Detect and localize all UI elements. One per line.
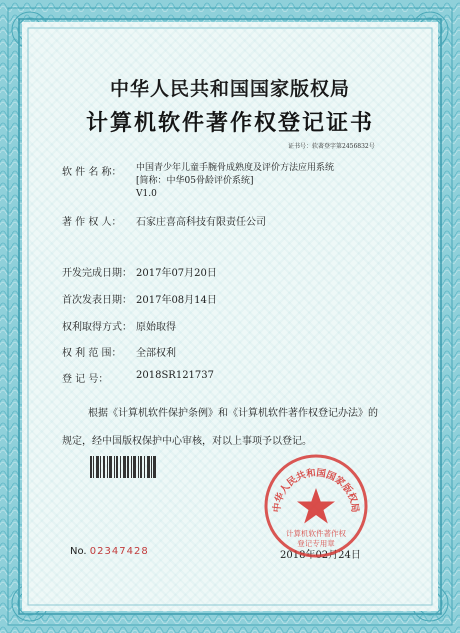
software-name-value: 中国青少年儿童手腕骨成熟度及评价方法应用系统 [136, 163, 335, 173]
acquire-label: 权利取得方式： [62, 322, 132, 333]
pub-date-label: 首次发表日期： [62, 295, 132, 306]
issue-date: 2018年02月24日 [280, 550, 361, 561]
certificate-number-label: 证书号： [288, 143, 313, 150]
seal-arc-text: 中华人民共和国国家版权局 [271, 467, 361, 513]
issuer-title: 中华人民共和国国家版权局 [109, 78, 350, 100]
serial-number [70, 546, 149, 557]
certificate-number [288, 141, 375, 150]
serial-value: 02347428 [89, 546, 149, 557]
pub-date-value: 2017年08月14日 [136, 295, 217, 306]
dev-date-label: 开发完成日期： [62, 268, 132, 279]
serial-prefix: No. [70, 546, 87, 557]
owner-label: 著 作 权 人： [62, 217, 122, 228]
star-icon [297, 488, 335, 524]
statement-line-2: 规定，经中国版权保护中心审核，对以上事项予以登记。 [62, 436, 312, 447]
statement-line-1: 根据《计算机软件保护条例》和《计算机软件著作权登记办法》的 [88, 408, 378, 419]
seal-line-2: 登记专用章 [297, 539, 335, 548]
scope-label: 权 利 范 围： [62, 348, 122, 359]
seal-line-1: 计算机软件著作权 [286, 529, 346, 538]
certificate-number-value: 软著登字第2456832号 [312, 143, 375, 150]
software-short-name: [简称：中华05骨龄评价系统] [136, 176, 254, 186]
barcode-image [90, 456, 156, 478]
official-seal [262, 452, 370, 560]
dev-date-value: 2017年07月20日 [136, 268, 217, 279]
software-name-label: 软 件 名 称： [62, 167, 122, 178]
software-version: V1.0 [136, 189, 157, 199]
scope-value: 全部权利 [136, 348, 176, 359]
reg-no-value: 2018SR121737 [136, 370, 215, 381]
certificate-title: 计算机软件著作权登记证书 [85, 111, 374, 136]
reg-no-label: 登 记 号： [62, 374, 109, 385]
owner-value: 石家庄喜高科技有限责任公司 [136, 217, 266, 228]
acquire-value: 原始取得 [136, 322, 176, 333]
